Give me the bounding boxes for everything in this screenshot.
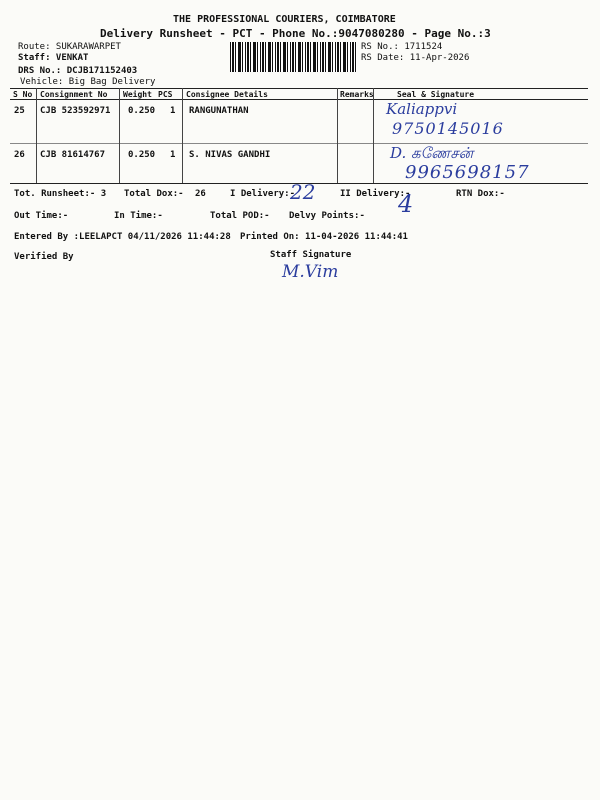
row1-pcs: 1 [170,106,176,116]
header-weight: Weight [123,90,152,99]
header-remarks: Remarks [340,90,374,99]
in-time-label: In Time:- [114,211,163,221]
entered-by: Entered By :LEELAPCT 04/11/2026 11:44:28 [14,232,231,242]
printed-on: Printed On: 11-04-2026 11:44:41 [240,232,408,242]
table-header-border [10,99,588,100]
header-consignee: Consignee Details [186,90,268,99]
rs-date: RS Date: 11-Apr-2026 [361,53,470,63]
col-divider [119,88,120,183]
col-divider [373,88,374,183]
tot-runsheet: Tot. Runsheet:- 3 [14,189,107,199]
header-pcs: PCS [158,90,173,99]
row2-consignment: CJB 81614767 [40,150,106,160]
total-dox-value: 26 [195,189,206,199]
total-dox-label: Total Dox:- [124,189,184,199]
delvy-points-label: Delvy Points:- [289,211,365,221]
row1-consignee: RANGUNATHAN [189,106,249,116]
route-label: Route: SUKARAWARPET [18,42,121,52]
staff-signature-label: Staff Signature [270,250,352,260]
header-consignment: Consignment No [40,90,108,99]
runsheet-subtitle: Delivery Runsheet - PCT - Phone No.:9047080280 - Page No.:3 [100,27,491,40]
ii-delivery-value: 4 [398,190,414,218]
rtn-dox-label: RTN Dox:- [456,189,505,199]
row2-weight: 0.250 [128,150,156,160]
i-delivery-label: I Delivery:- [230,189,296,199]
row1-consignment: CJB 523592971 [40,106,111,116]
row2-signature-phone: 9965698157 [405,162,530,183]
row1-signature-name: Kaliappvi [386,100,458,118]
barcode [230,42,357,72]
row2-pcs: 1 [170,150,176,160]
row2-sno: 26 [14,150,25,160]
rs-number: RS No.: 1711524 [361,42,443,52]
ii-delivery-label: II Delivery:- [340,189,411,199]
staff-label: Staff: VENKAT [18,53,89,63]
col-divider [337,88,338,183]
i-delivery-value: 22 [290,180,316,204]
table-top-border [10,88,588,89]
company-title: THE PROFESSIONAL COURIERS, COIMBATORE [173,14,396,25]
row1-sno: 25 [14,106,25,116]
header-sno: S No [13,90,33,99]
total-pod-label: Total POD:- [210,211,270,221]
header-seal-signature: Seal & Signature [397,90,475,99]
row2-consignee: S. NIVAS GANDHI [189,150,271,160]
staff-signature: M.Vim [282,262,339,282]
row1-weight: 0.250 [128,106,156,116]
col-divider [182,88,183,183]
verified-by: Verified By [14,252,74,262]
table-row-divider [10,143,588,144]
vehicle-label: Vehicle: Big Bag Delivery [20,77,156,87]
out-time-label: Out Time:- [14,211,69,221]
row2-signature-name: D. கணேசன் [390,144,474,162]
row1-signature-phone: 9750145016 [392,119,504,138]
drs-number: DRS No.: DCJB171152403 [18,66,138,76]
col-divider [36,88,37,183]
